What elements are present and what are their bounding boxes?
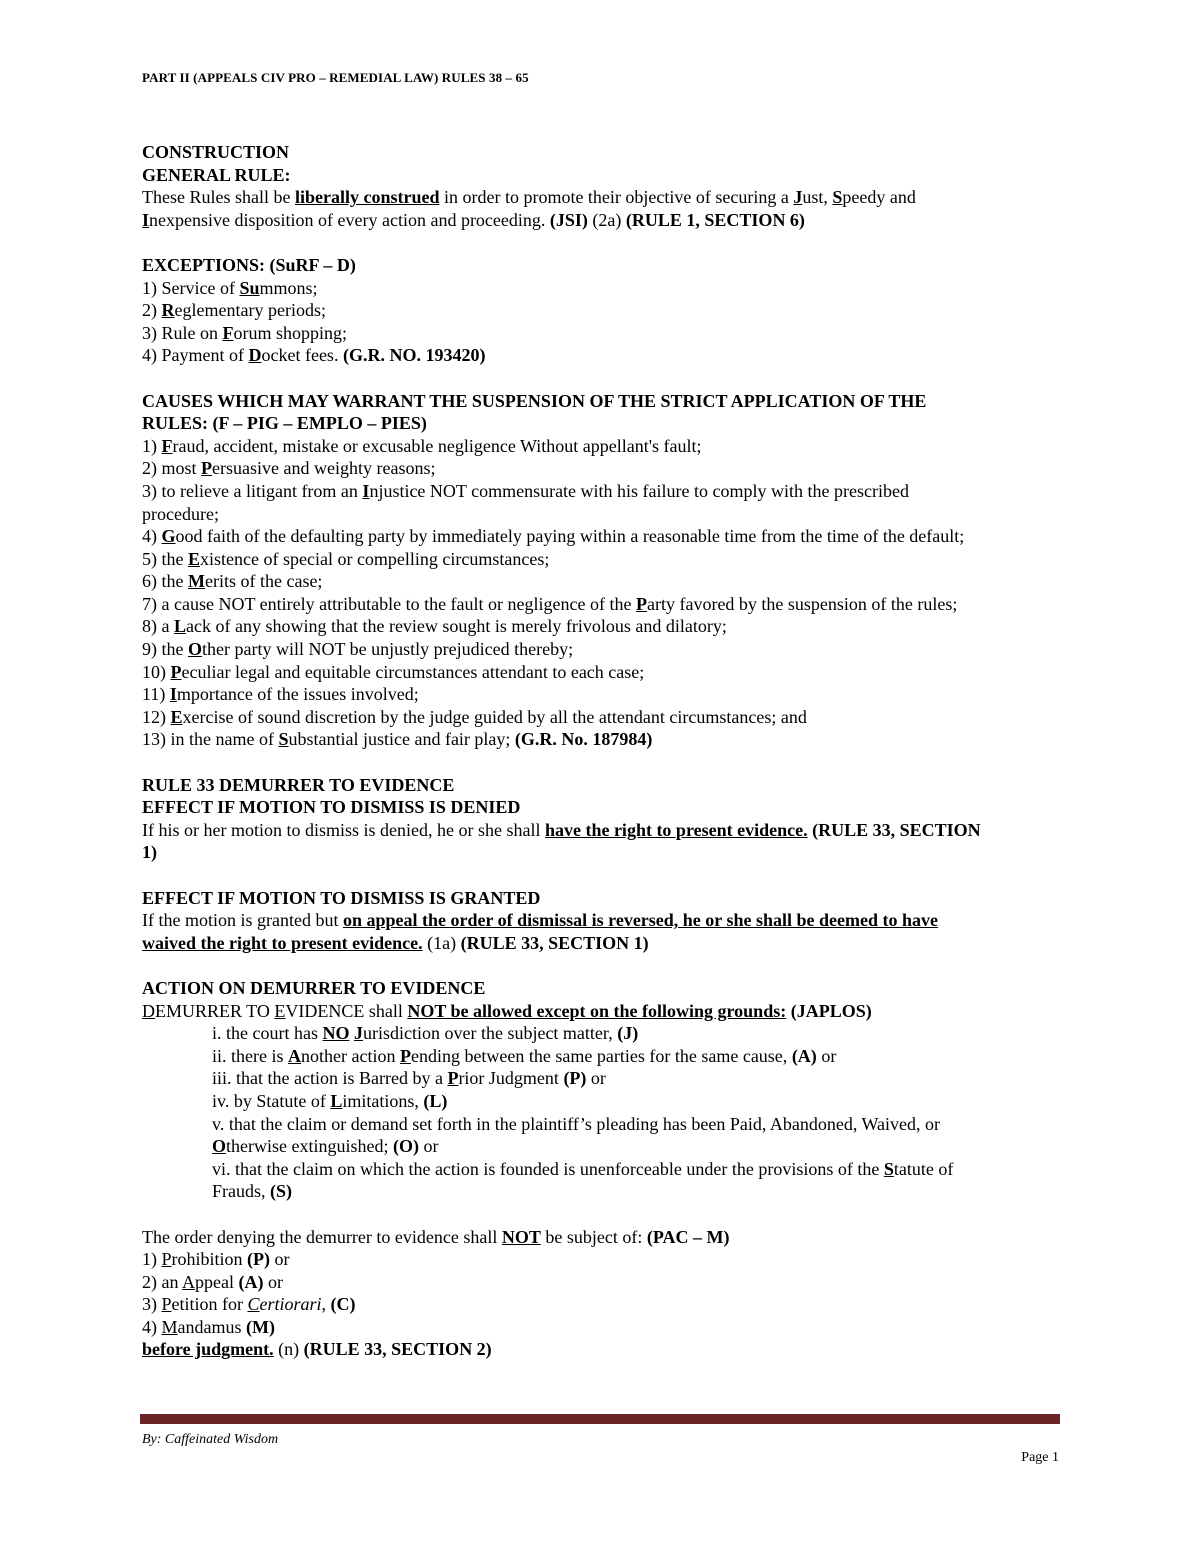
list-item-continuation: procedure; <box>142 503 219 524</box>
section-heading-action: ACTION ON DEMURRER TO EVIDENCE <box>142 977 486 998</box>
list-item: 6) the Merits of the case; <box>142 571 323 592</box>
section-heading-causes: CAUSES WHICH MAY WARRANT THE SUSPENSION OF THE STRICT APPLICATION OF THE <box>142 390 927 411</box>
list-item: 5) the Existence of special or compelling circumstances; <box>142 548 550 569</box>
footer-divider <box>140 1414 1060 1424</box>
page-number: Page 1 <box>1021 1450 1059 1465</box>
granted-text-line-2: waived the right to present evidence. (1a) (RULE 33, SECTION 1) <box>142 932 649 953</box>
ground-item: v. that the claim or demand set forth in the plaintiff’s pleading has been Paid, Abandoned, Waived, or <box>212 1113 941 1134</box>
subheading-granted: EFFECT IF MOTION TO DISMISS IS GRANTED <box>142 887 541 908</box>
list-item: 4) Payment of Docket fees. (G.R. NO. 193420) <box>142 345 486 366</box>
denied-text-line-1: If his or her motion to dismiss is denied, he or she shall have the right to present evidence. (RULE 33, SECTION <box>142 819 981 840</box>
list-item: 3) Petition for Certiorari, (C) <box>142 1294 356 1315</box>
document-body <box>142 141 1062 1361</box>
general-rule-text-line-2: Inexpensive disposition of every action and proceeding. (JSI) (2a) (RULE 1, SECTION 6) <box>142 209 805 230</box>
footer-author: By: Caffeinated Wisdom <box>142 1432 279 1447</box>
granted-text-line-1: If the motion is granted but on appeal the order of dismissal is reversed, he or she shall be deemed to have <box>142 910 938 931</box>
action-intro: DEMURRER TO EVIDENCE shall NOT be allowed except on the following grounds: (JAPLOS) <box>142 1000 872 1021</box>
ground-item: iii. that the action is Barred by a Prior Judgment (P) or <box>212 1068 606 1089</box>
list-item: 1) Service of Summons; <box>142 277 318 298</box>
list-item: 2) Reglementary periods; <box>142 300 326 321</box>
list-item: 3) to relieve a litigant from an Injustice NOT commensurate with his failure to comply with the prescribed <box>142 480 909 501</box>
ground-item: vi. that the claim on which the action is founded is unenforceable under the provisions of the Statute of <box>212 1158 954 1179</box>
section-heading-causes-cont: RULES: (F – PIG – EMPLO – PIES) <box>142 413 427 434</box>
list-item: 1) Prohibition (P) or <box>142 1249 290 1270</box>
list-item: 1) Fraud, accident, mistake or excusable negligence Without appellant's fault; <box>142 435 702 456</box>
section-heading-construction: CONSTRUCTION <box>142 142 290 162</box>
ground-item: i. the court has NO Jurisdiction over the subject matter, (J) <box>212 1023 639 1044</box>
subheading-denied: EFFECT IF MOTION TO DISMISS IS DENIED <box>142 797 521 818</box>
list-item: 8) a Lack of any showing that the review sought is merely frivolous and dilatory; <box>142 616 727 637</box>
ground-item-continuation: Otherwise extinguished; (O) or <box>212 1136 439 1157</box>
ground-item: iv. by Statute of Limitations, (L) <box>212 1090 448 1111</box>
ground-item-continuation: Frauds, (S) <box>212 1181 292 1202</box>
general-rule-label: GENERAL RULE: <box>142 164 291 185</box>
section-heading-exceptions: EXCEPTIONS: (SuRF – D) <box>142 254 356 275</box>
list-item: 2) most Persuasive and weighty reasons; <box>142 458 436 479</box>
list-item: 9) the Other party will NOT be unjustly prejudiced thereby; <box>142 639 574 660</box>
list-item: 2) an Appeal (A) or <box>142 1271 283 1292</box>
list-item: 4) Mandamus (M) <box>142 1316 275 1337</box>
list-item: 13) in the name of Substantial justice and fair play; (G.R. No. 187984) <box>142 729 653 750</box>
list-item: 11) Importance of the issues involved; <box>142 684 419 705</box>
list-item: 3) Rule on Forum shopping; <box>142 322 348 343</box>
list-item: 12) Exercise of sound discretion by the judge guided by all the attendant circumstances; and <box>142 706 807 727</box>
list-item: 4) Good faith of the defaulting party by immediately paying within a reasonable time from the time of the default; <box>142 526 965 547</box>
general-rule-text-line-1: These Rules shall be liberally construed in order to promote their objective of securing a Just, Speedy and <box>142 187 916 208</box>
section-heading-rule33: RULE 33 DEMURRER TO EVIDENCE <box>142 774 455 795</box>
list-item: 7) a cause NOT entirely attributable to the fault or negligence of the Party favored by the suspension of the rules; <box>142 593 958 614</box>
running-header: PART II (APPEALS CIV PRO – REMEDIAL LAW) RULES 38 – 65 <box>142 70 529 85</box>
order-intro: The order denying the demurrer to evidence shall NOT be subject of: (PAC – M) <box>142 1226 730 1247</box>
ground-item: ii. there is Another action Pending between the same parties for the same cause, (A) or <box>212 1045 837 1066</box>
list-item: 10) Peculiar legal and equitable circumstances attendant to each case; <box>142 661 645 682</box>
order-closing: before judgment. (n) (RULE 33, SECTION 2) <box>142 1339 492 1360</box>
denied-text-line-2: 1) <box>142 842 157 863</box>
